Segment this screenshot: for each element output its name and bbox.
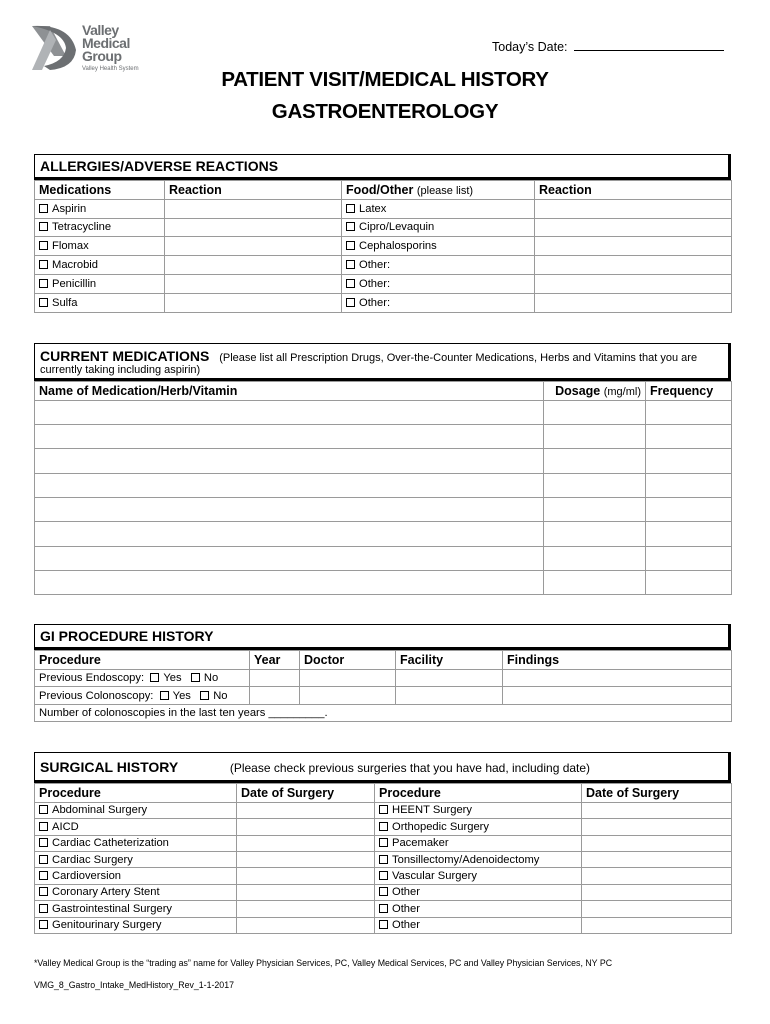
table-row: [35, 218, 732, 237]
checkbox[interactable]: [379, 887, 388, 896]
findings-cell[interactable]: [503, 687, 732, 705]
col-date-of-surgery: Date of Surgery: [582, 784, 732, 803]
date-of-surgery-cell[interactable]: [237, 819, 375, 835]
endoscopy-no-checkbox[interactable]: [191, 673, 200, 682]
todays-date-label: Today’s Date:: [492, 40, 568, 54]
date-of-surgery-cell[interactable]: [582, 901, 732, 917]
year-cell[interactable]: [250, 687, 300, 705]
table-row: [35, 669, 732, 687]
checkbox[interactable]: [39, 887, 48, 896]
previous-endoscopy: Previous Endoscopy: Yes No: [35, 669, 250, 687]
form-id: VMG_8_Gastro_Intake_MedHistory_Rev_1-1-2017: [34, 980, 234, 990]
checkbox[interactable]: [39, 904, 48, 913]
logo-wordmark: Valley Medical Group: [82, 22, 130, 64]
medication-option[interactable]: Macrobid: [35, 256, 165, 275]
surgery-option[interactable]: AICD: [35, 819, 237, 835]
date-of-surgery-cell[interactable]: [582, 802, 732, 818]
date-of-surgery-cell[interactable]: [582, 835, 732, 851]
checkbox[interactable]: [346, 260, 355, 269]
medication-name-cell[interactable]: [35, 546, 544, 570]
current-medications-table: [34, 381, 732, 595]
food-other-option[interactable]: Other:: [342, 293, 535, 312]
dosage-cell[interactable]: [544, 546, 646, 570]
current-medications-note-cont: currently taking including aspirin): [40, 364, 201, 376]
frequency-cell[interactable]: [646, 546, 732, 570]
endoscopy-yes-checkbox[interactable]: [150, 673, 159, 682]
form-title: PATIENT VISIT/MEDICAL HISTORY: [221, 68, 549, 91]
col-procedure: Procedure: [35, 651, 250, 670]
col-procedure: Procedure: [375, 784, 582, 803]
gi-procedure-heading: GI PROCEDURE HISTORY: [34, 624, 731, 650]
col-frequency: Frequency: [646, 382, 732, 401]
col-medication-name: Name of Medication/Herb/Vitamin: [35, 382, 544, 401]
table-row: [35, 901, 732, 917]
checkbox[interactable]: [346, 204, 355, 213]
checkbox[interactable]: [39, 871, 48, 880]
table-row: [35, 425, 732, 449]
table-row: [35, 274, 732, 293]
surgery-option[interactable]: Other: [375, 901, 582, 917]
surgery-option[interactable]: Other: [375, 884, 582, 900]
col-procedure: Procedure: [35, 784, 237, 803]
table-row: [35, 884, 732, 900]
reaction-cell[interactable]: [535, 199, 732, 218]
year-cell[interactable]: [250, 669, 300, 687]
table-row: [35, 256, 732, 275]
medication-name-cell[interactable]: [35, 449, 544, 473]
medication-name-cell[interactable]: [35, 400, 544, 424]
checkbox[interactable]: [379, 871, 388, 880]
reaction-cell[interactable]: [165, 237, 342, 256]
reaction-cell[interactable]: [535, 218, 732, 237]
checkbox[interactable]: [379, 805, 388, 814]
table-row: [35, 293, 732, 312]
current-medications-section: [34, 343, 731, 595]
colonoscopy-count[interactable]: Number of colonoscopies in the last ten years _________.: [35, 704, 732, 722]
surgical-history-table: [34, 783, 732, 934]
dosage-cell[interactable]: [544, 522, 646, 546]
surgery-option[interactable]: Coronary Artery Stent: [35, 884, 237, 900]
frequency-cell[interactable]: [646, 449, 732, 473]
medication-name-cell[interactable]: [35, 425, 544, 449]
frequency-cell[interactable]: [646, 497, 732, 521]
col-doctor: Doctor: [300, 651, 396, 670]
surgery-option[interactable]: Gastrointestinal Surgery: [35, 901, 237, 917]
medication-option[interactable]: Sulfa: [35, 293, 165, 312]
checkbox[interactable]: [346, 298, 355, 307]
surgery-option[interactable]: Other: [375, 917, 582, 933]
table-row: [35, 802, 732, 818]
checkbox[interactable]: [39, 222, 48, 231]
surgical-history-heading: SURGICAL HISTORY (Please check previous surgeries that you have had, including date): [34, 752, 731, 783]
table-row: [35, 400, 732, 424]
checkbox[interactable]: [379, 822, 388, 831]
todays-date-line[interactable]: [574, 40, 724, 51]
col-findings: Findings: [503, 651, 732, 670]
date-of-surgery-cell[interactable]: [237, 884, 375, 900]
facility-cell[interactable]: [396, 669, 503, 687]
date-of-surgery-cell[interactable]: [582, 819, 732, 835]
date-of-surgery-cell[interactable]: [237, 917, 375, 933]
allergies-section: [34, 154, 731, 313]
col-date-of-surgery: Date of Surgery: [237, 784, 375, 803]
checkbox[interactable]: [346, 222, 355, 231]
surgery-option[interactable]: HEENT Surgery: [375, 802, 582, 818]
date-of-surgery-cell[interactable]: [237, 868, 375, 884]
checkbox[interactable]: [39, 260, 48, 269]
frequency-cell[interactable]: [646, 425, 732, 449]
surgery-option[interactable]: Cardiac Catheterization: [35, 835, 237, 851]
dosage-cell[interactable]: [544, 497, 646, 521]
findings-cell[interactable]: [503, 669, 732, 687]
surgery-option[interactable]: Tonsillectomy/Adenoidectomy: [375, 851, 582, 867]
reaction-cell[interactable]: [165, 274, 342, 293]
date-of-surgery-cell[interactable]: [582, 868, 732, 884]
col-reaction: Reaction: [165, 181, 342, 200]
checkbox[interactable]: [346, 241, 355, 250]
col-year: Year: [250, 651, 300, 670]
current-medications-heading: CURRENT MEDICATIONS (Please list all Prescription Drugs, Over-the-Counter Medications, Herbs and Vitamins that you are currently taking including aspirin): [34, 343, 731, 381]
checkbox[interactable]: [39, 298, 48, 307]
table-row: [35, 835, 732, 851]
table-row: [35, 917, 732, 933]
allergies-heading: ALLERGIES/ADVERSE REACTIONS: [34, 154, 731, 180]
table-row: [35, 473, 732, 497]
checkbox[interactable]: [39, 822, 48, 831]
frequency-cell[interactable]: [646, 570, 732, 594]
checkbox[interactable]: [39, 241, 48, 250]
footnote: *Valley Medical Group is the “trading as” name for Valley Physician Services, PC, Valley Medical Services, PC and Valley Physician Services, NY PC: [34, 958, 613, 968]
food-other-option[interactable]: Cipro/Levaquin: [342, 218, 535, 237]
allergies-table: [34, 180, 732, 313]
colonoscopy-yes-checkbox[interactable]: [160, 691, 169, 700]
reaction-cell[interactable]: [165, 256, 342, 275]
checkbox[interactable]: [39, 855, 48, 864]
colonoscopy-no-checkbox[interactable]: [200, 691, 209, 700]
surgery-option[interactable]: Cardioversion: [35, 868, 237, 884]
frequency-cell[interactable]: [646, 473, 732, 497]
reaction-cell[interactable]: [165, 293, 342, 312]
date-of-surgery-cell[interactable]: [237, 901, 375, 917]
reaction-cell[interactable]: [165, 199, 342, 218]
food-other-option[interactable]: Other:: [342, 256, 535, 275]
surgery-option[interactable]: Orthopedic Surgery: [375, 819, 582, 835]
checkbox[interactable]: [39, 838, 48, 847]
medication-option[interactable]: Penicillin: [35, 274, 165, 293]
surgical-history-note: (Please check previous surgeries that you have had, including date): [229, 761, 591, 775]
col-reaction: Reaction: [535, 181, 732, 200]
surgery-option[interactable]: Genitourinary Surgery: [35, 917, 237, 933]
reaction-cell[interactable]: [535, 237, 732, 256]
reaction-cell[interactable]: [165, 218, 342, 237]
date-of-surgery-cell[interactable]: [237, 851, 375, 867]
checkbox[interactable]: [39, 920, 48, 929]
gi-procedure-table: [34, 650, 732, 722]
medication-name-cell[interactable]: [35, 570, 544, 594]
checkbox[interactable]: [379, 920, 388, 929]
table-row: [35, 199, 732, 218]
medication-option[interactable]: Tetracycline: [35, 218, 165, 237]
surgery-option[interactable]: Vascular Surgery: [375, 868, 582, 884]
doctor-cell[interactable]: [300, 687, 396, 705]
checkbox[interactable]: [39, 805, 48, 814]
medication-name-cell[interactable]: [35, 522, 544, 546]
form-subtitle: GASTROENTEROLOGY: [271, 100, 499, 123]
table-row: [35, 868, 732, 884]
checkbox[interactable]: [379, 838, 388, 847]
table-row: [35, 449, 732, 473]
col-medications: Medications: [35, 181, 165, 200]
table-row: [35, 522, 732, 546]
date-of-surgery-cell[interactable]: [582, 851, 732, 867]
food-other-option[interactable]: Other:: [342, 274, 535, 293]
current-medications-note: (Please list all Prescription Drugs, Over-the-Counter Medications, Herbs and Vitamins that you are: [219, 352, 698, 364]
logo-tagline: Valley Health System: [82, 66, 139, 72]
table-row: [35, 687, 732, 705]
facility-cell[interactable]: [396, 687, 503, 705]
medication-option[interactable]: Flomax: [35, 237, 165, 256]
todays-date-field[interactable]: [492, 40, 724, 54]
dosage-cell[interactable]: [544, 400, 646, 424]
previous-colonoscopy: Previous Colonoscopy: Yes No: [35, 687, 250, 705]
reaction-cell[interactable]: [535, 293, 732, 312]
dosage-cell[interactable]: [544, 570, 646, 594]
reaction-cell[interactable]: [535, 256, 732, 275]
date-of-surgery-cell[interactable]: [582, 917, 732, 933]
col-dosage: Dosage (mg/ml): [544, 382, 646, 401]
col-facility: Facility: [396, 651, 503, 670]
table-row: [35, 237, 732, 256]
surgery-option[interactable]: Pacemaker: [375, 835, 582, 851]
checkbox[interactable]: [346, 279, 355, 288]
food-other-option[interactable]: Latex: [342, 199, 535, 218]
dosage-cell[interactable]: [544, 449, 646, 473]
frequency-cell[interactable]: [646, 400, 732, 424]
checkbox[interactable]: [379, 855, 388, 864]
medication-name-cell[interactable]: [35, 473, 544, 497]
surgery-option[interactable]: Cardiac Surgery: [35, 851, 237, 867]
checkbox[interactable]: [39, 204, 48, 213]
surgery-option[interactable]: Abdominal Surgery: [35, 802, 237, 818]
logo-mark-icon: [30, 22, 80, 72]
checkbox[interactable]: [39, 279, 48, 288]
dosage-cell[interactable]: [544, 425, 646, 449]
frequency-cell[interactable]: [646, 522, 732, 546]
table-row: [35, 497, 732, 521]
table-row: [35, 546, 732, 570]
col-food-other: Food/Other (please list): [342, 181, 535, 200]
table-row: [35, 819, 732, 835]
reaction-cell[interactable]: [535, 274, 732, 293]
date-of-surgery-cell[interactable]: [582, 884, 732, 900]
date-of-surgery-cell[interactable]: [237, 835, 375, 851]
dosage-cell[interactable]: [544, 473, 646, 497]
date-of-surgery-cell[interactable]: [237, 802, 375, 818]
table-row: [35, 570, 732, 594]
table-row: [35, 851, 732, 867]
table-row: [35, 704, 732, 722]
doctor-cell[interactable]: [300, 669, 396, 687]
surgical-history-section: [34, 752, 731, 934]
medication-option[interactable]: Aspirin: [35, 199, 165, 218]
medication-name-cell[interactable]: [35, 497, 544, 521]
gi-procedure-section: [34, 624, 731, 722]
checkbox[interactable]: [379, 904, 388, 913]
food-other-option[interactable]: Cephalosporins: [342, 237, 535, 256]
